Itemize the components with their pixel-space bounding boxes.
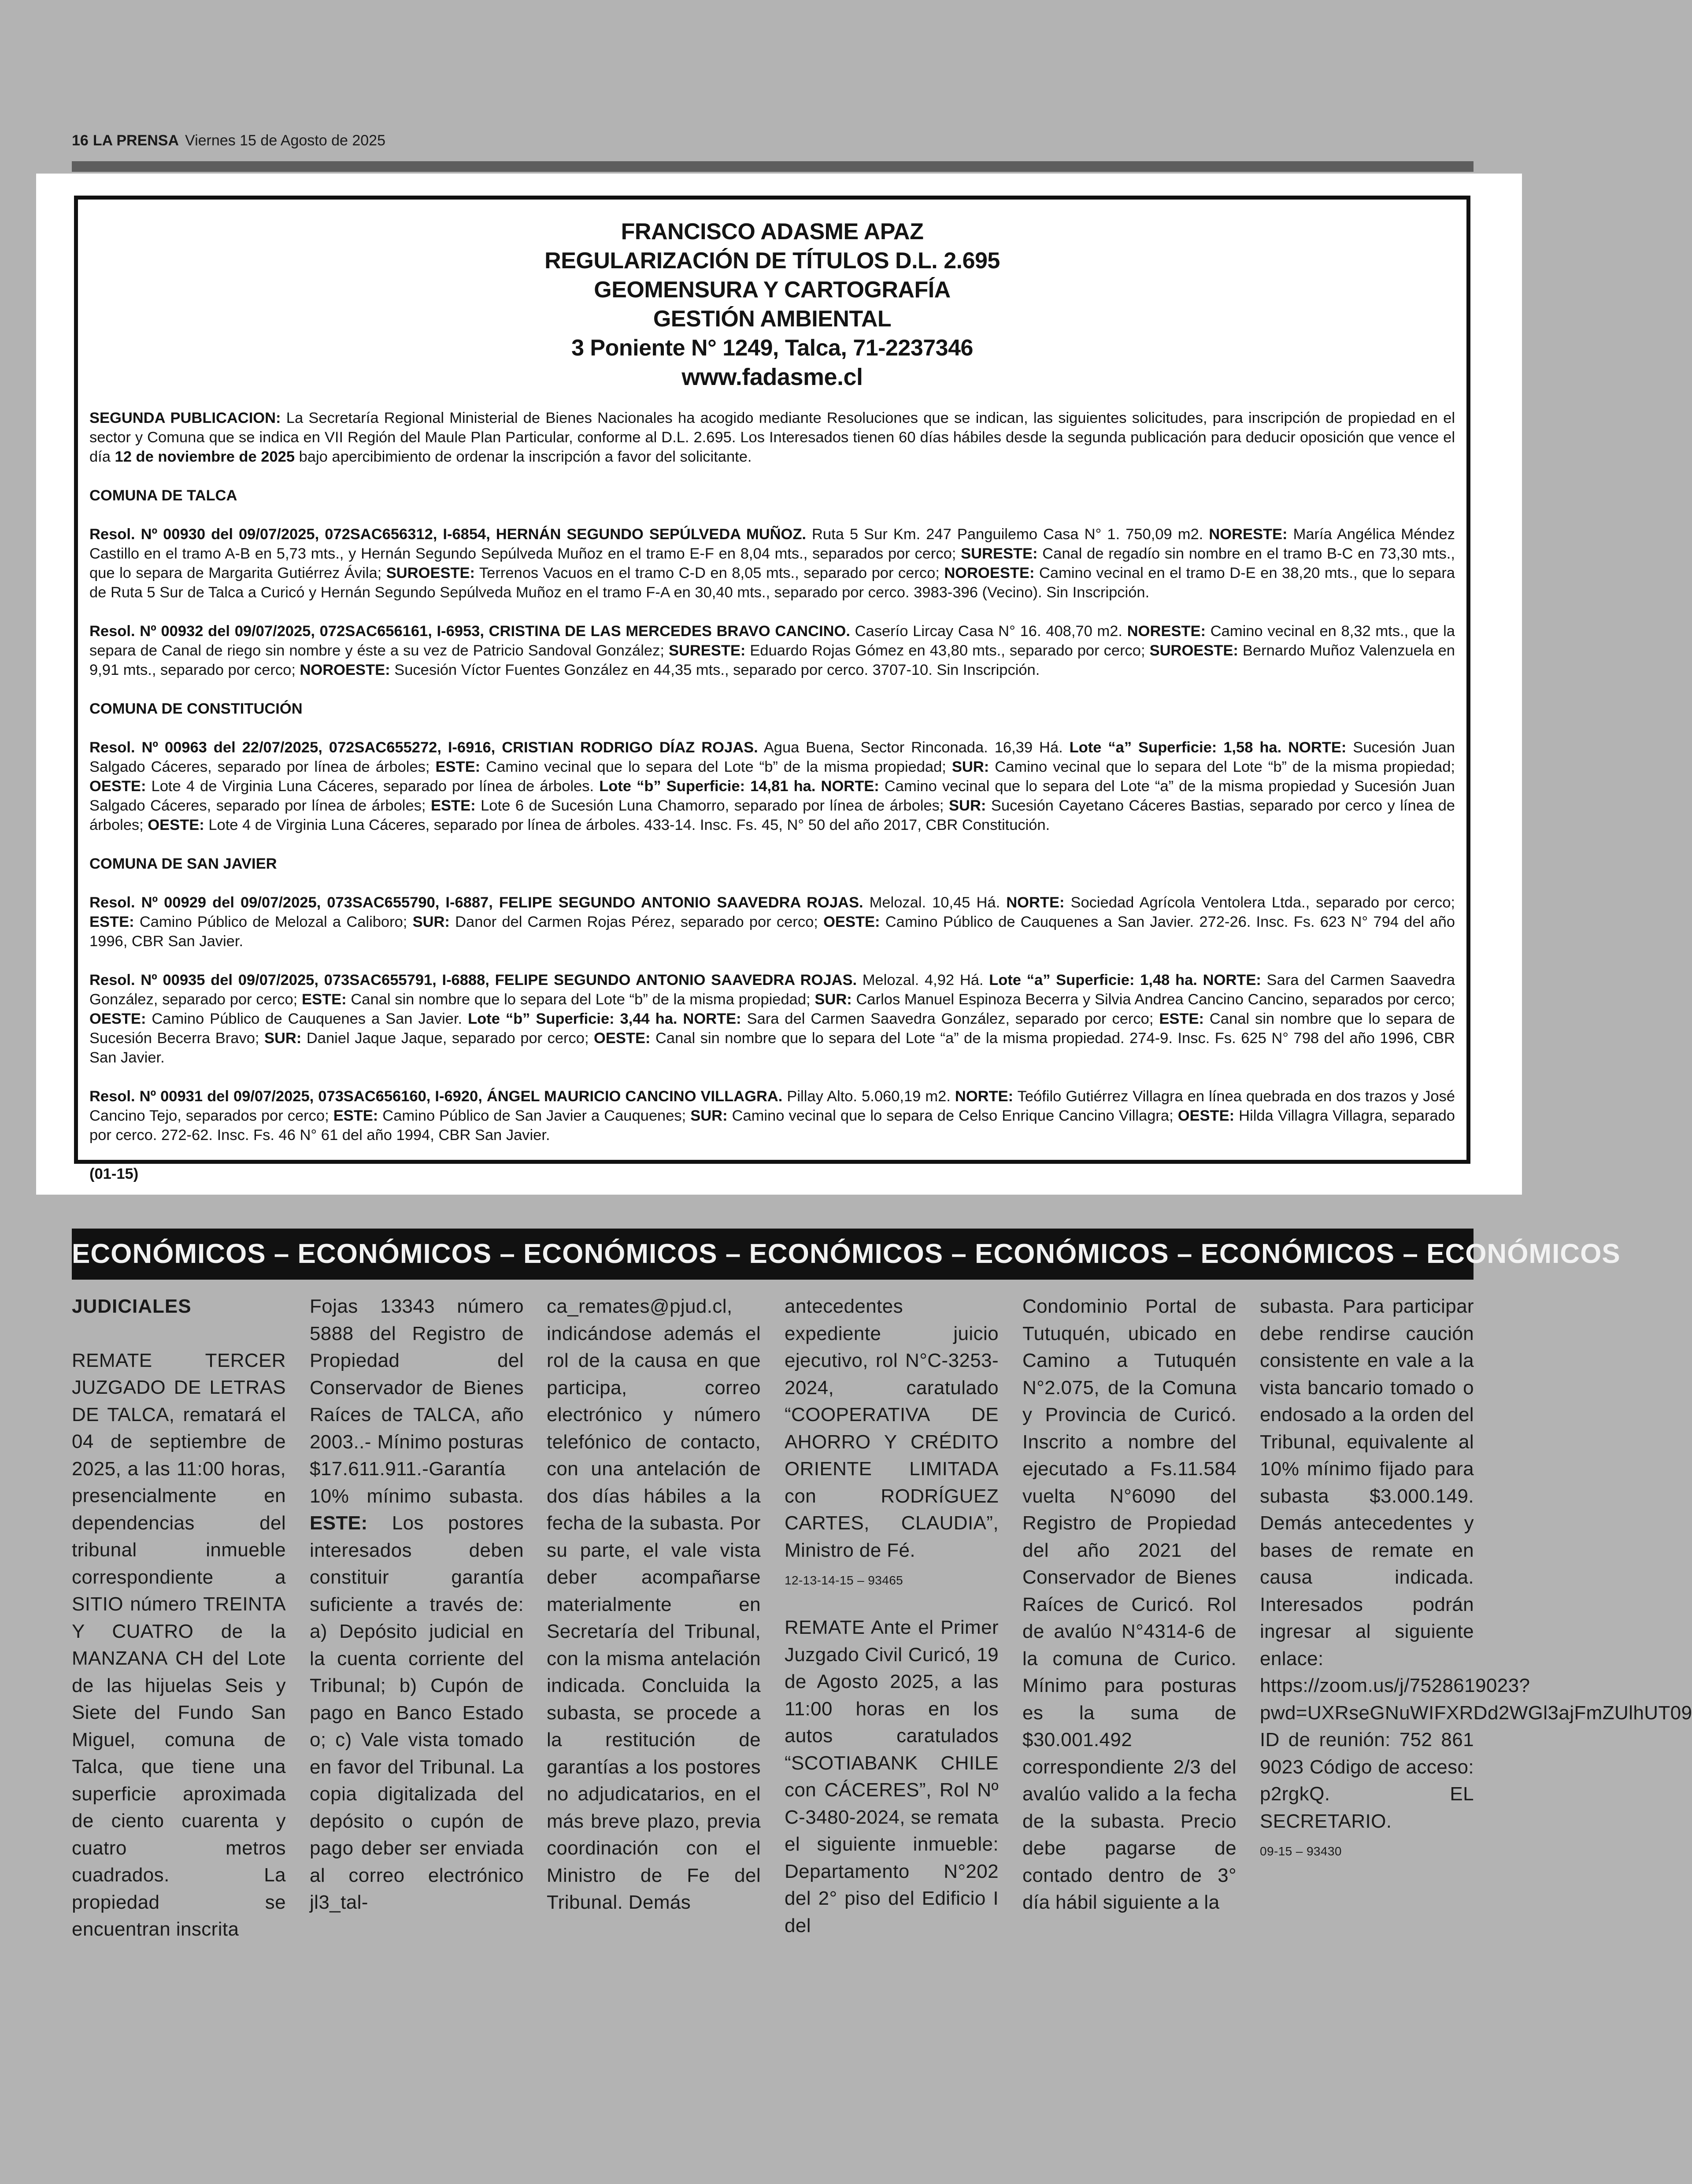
text: Camino vecinal que lo separa del Lote “b” de la misma propiedad; (480, 759, 952, 775)
intro-text: La Secretaría Regional Ministerial de Bienes Nacionales ha acogido mediante Resoluciones que se indican, las siguientes solicitudes, para inscripción de propiedad en el sector y Comuna que se indica en VII Región del Maule Plan Particular, conforme al D.L. 2.695. Los Interesados tienen 60 días hábiles desde la segunda publicación para deducir oposición que vence el día (89, 410, 1455, 465)
header-rule (72, 161, 1474, 172)
label: ESTE: (302, 991, 347, 1008)
label: SUR: (412, 914, 450, 930)
classified-column-3 (547, 1293, 761, 2095)
comuna-heading: COMUNA DE TALCA (89, 487, 237, 504)
text: Camino vecinal que lo separa del Lote “b” de la misma propiedad; (989, 759, 1455, 775)
section-heading: JUDICIALES (72, 1296, 192, 1317)
classified-text: ca_remates@pjud.cl, indicándose además el rol de la causa en que participa, correo electrónico y número telefónico de contacto, con una antelación de dos días hábiles a la fecha de la subasta. Por su parte, el vale vista deber acompañarse materialmente en Secretaría del Tribunal, con la misma antelación indicada. Concluida la subasta, se procede a la restitución de garantías a los postores no adjudicatarios, en el más breve plazo, previa coordinación con el Ministro de Fe del Tribunal. Demás (547, 1296, 761, 1913)
label: SUR: (952, 759, 989, 775)
label: Lote “b” Superficie: 3,44 ha. NORTE: (468, 1011, 741, 1027)
economicos-banner: ECONÓMICOS – ECONÓMICOS – ECONÓMICOS – ECONÓMICOS – ECONÓMICOS – ECONÓMICOS – ECONÓMICOS (72, 1229, 1474, 1280)
classified-text: antecedentes expediente juicio ejecutivo, rol N°C-3253-2024, caratulado “COOPERATIVA DE AHORRO Y CRÉDITO ORIENTE LIMITADA con RODRÍGUEZ CARTES, CLAUDIA”, Ministro de Fé. (785, 1296, 999, 1561)
text: Sucesión Juan Salgado Cáceres, separado por línea de árboles; (89, 739, 1455, 775)
text: Sociedad Agrícola Ventolera Ltda., separado por cerco; (1064, 894, 1455, 911)
text: Canal sin nombre que lo separa del Lote “a” de la misma propiedad. 274-9. Insc. Fs. 625 N° 798 del año 1996, CBR San Javier. (89, 1030, 1455, 1066)
intro-paragraph (89, 408, 1455, 466)
label: NOROESTE: (300, 662, 390, 678)
label: SUROESTE: (386, 565, 475, 581)
label: SUR: (815, 991, 852, 1008)
classified-text: Los postores interesados deben constituir garantía suficiente a través de: a) Depósito judicial en la cuenta corriente del Tribunal; b) Cupón de pago en Banco Estado o; c) Vale vista tomado en favor del Tribunal. La copia digitalizada del depósito o cupón de pago deber ser enviada al correo electrónico jl3_tal- (310, 1512, 524, 1913)
intro-label: SEGUNDA PUBLICACION: (89, 410, 281, 426)
text: María Angélica Méndez Castillo en el tramo A-B en 5,73 mts., y Hernán Segundo Sepúlveda Muñoz en el tramo E-F en 8,04 mts., separados por cerco; (89, 526, 1455, 562)
classified-column-4 (785, 1293, 999, 2095)
label: ESTE: (431, 797, 476, 814)
label: Lote “a” Superficie: 1,58 ha. NORTE: (1069, 739, 1347, 756)
text: Camino vecinal que lo separa del Lote “a” de la misma propiedad y Sucesión Juan Salgado Cáceres, separado por línea de árboles; (89, 778, 1455, 814)
label: SUR: (690, 1107, 728, 1124)
page-header (72, 132, 385, 149)
classified-text: REMATE Ante el Primer Juzgado Civil Curicó, 19 de Agosto 2025, a las 11:00 horas en los autos caratulados “SCOTIABANK CHILE con CÁCERES”, Rol Nº C-3480-2024, se remata el siguiente inmueble: Departamento N°202 del 2° piso del Edificio I del (785, 1617, 999, 1936)
legal-notice-panel (36, 174, 1522, 1195)
label: Lote “a” Superficie: 1,48 ha. NORTE: (989, 972, 1261, 988)
text: Ruta 5 Sur Km. 247 Panguilemo Casa N° 1. 750,09 m2. (806, 526, 1209, 543)
classified-column-1 (72, 1293, 286, 2095)
label: SUROESTE: (1149, 642, 1238, 659)
notice-body (89, 408, 1455, 1184)
resolution-entry (89, 738, 1455, 835)
text: Eduardo Rojas Gómez en 43,80 mts., separado por cerco; (745, 642, 1150, 659)
text: Camino Público de Cauquenes a San Javier. (146, 1011, 468, 1027)
label: SUR: (264, 1030, 302, 1047)
label: Lote “b” Superficie: 14,81 ha. NORTE: (599, 778, 879, 795)
intro-end: bajo apercibimiento de ordenar la inscripción a favor del solicitante. (295, 448, 752, 465)
resolution-entry (89, 525, 1455, 602)
classified-text: Fojas 13343 número 5888 del Registro de Propiedad del Conservador de Bienes Raíces de TALCA, año 2003..- Mínimo posturas $17.611.911.-Garantía 10% mínimo subasta. (310, 1296, 524, 1507)
resolution-head: Resol. Nº 00929 del 09/07/2025, 073SAC655790, I-6887, FELIPE SEGUNDO ANTONIO SAAVEDRA ROJAS. (89, 894, 863, 911)
label: SURESTE: (668, 642, 746, 659)
classified-reference: 12-13-14-15 – 93465 (785, 1573, 903, 1587)
text: Camino vecinal que lo separa de Celso Enrique Cancino Villagra; (727, 1107, 1178, 1124)
text: Pillay Alto. 5.060,19 m2. (782, 1088, 955, 1105)
resolution-head: Resol. Nº 00935 del 09/07/2025, 073SAC655791, I-6888, FELIPE SEGUNDO ANTONIO SAAVEDRA ROJAS. (89, 972, 857, 988)
label: SUR: (949, 797, 986, 814)
label: NOROESTE: (944, 565, 1035, 581)
classified-text: Condominio Portal de Tutuquén, ubicado en Camino a Tutuquén N°2.075, de la Comuna y Provincia de Curicó. Inscrito a nombre del ejecutado a Fs.11.584 vuelta N°6090 del Registro de Propiedad del año 2021 del Conservador de Bienes Raíces de Curicó. Rol de avalúo N°4314-6 de la comuna de Curico. Mínimo para posturas es la suma de $30.001.492 correspondiente 2/3 del avalúo valido a la fecha de la subasta. Precio debe pagarse de contado dentro de 3° día hábil siguiente a la (1022, 1296, 1237, 1913)
text: Terrenos Vacuos en el tramo C-D en 8,05 mts., separado por cerco; (475, 565, 944, 581)
text: Lote 6 de Sucesión Luna Chamorro, separado por línea de árboles; (475, 797, 949, 814)
label: ESTE: (333, 1107, 378, 1124)
label: ESTE: (1159, 1011, 1204, 1027)
firm-name: FRANCISCO ADASME APAZ (621, 219, 924, 244)
text: Teófilo Gutiérrez Villagra en línea quebrada en dos trazos y José Cancino Tejo, separados por cerco; (89, 1088, 1455, 1124)
text: Lote 4 de Virginia Luna Cáceres, separado por línea de árboles. 433-14. Insc. Fs. 45, N° 50 del año 2017, CBR Constitución. (204, 817, 1050, 833)
text: Sara del Carmen Saavedra González, separado por cerco; (741, 1011, 1159, 1027)
comuna-heading: COMUNA DE CONSTITUCIÓN (89, 700, 303, 717)
label: NORESTE: (1209, 526, 1288, 543)
label: OESTE: (89, 778, 146, 795)
classified-column-5 (1022, 1293, 1237, 2095)
firm-url: www.fadasme.cl (681, 364, 863, 390)
notice-code: (01-15) (89, 1166, 139, 1182)
classified-reference: 09-15 – 93430 (1260, 1844, 1342, 1858)
text: Camino vecinal en el tramo D-E en 38,20 mts., que lo separa de Ruta 5 Sur de Talca a Curicó y Hernán Segundo Sepúlveda Muñoz en el tramo F-A en 30,40 mts., separado por cerco. 3983-396 (Vecino). Sin Inscripción. (89, 565, 1455, 601)
resolution-entry (89, 1087, 1455, 1145)
text: Camino vecinal en 8,32 mts., que la separa de Canal de riego sin nombre y éste a su vez de Patricio Sandoval González; (89, 623, 1455, 659)
firm-service-3: GESTIÓN AMBIENTAL (653, 306, 892, 332)
page-number: 16 (72, 132, 89, 149)
firm-service-2: GEOMENSURA Y CARTOGRAFÍA (594, 277, 951, 303)
text: Hilda Villagra Villagra, separado por cerco. 272-62. Insc. Fs. 46 N° 61 del año 1994, CBR San Javier. (89, 1107, 1455, 1144)
resolution-entry (89, 622, 1455, 680)
classified-column-6 (1260, 1293, 1692, 2095)
text: Canal sin nombre que lo separa de Sucesión Becerra Bravo; (89, 1011, 1455, 1047)
label: OESTE: (594, 1030, 651, 1047)
classified-column-2 (310, 1293, 524, 2095)
issue-date: Viernes 15 de Agosto de 2025 (185, 132, 385, 149)
label: OESTE: (89, 1011, 146, 1027)
text: Caserío Lircay Casa N° 16. 408,70 m2. (850, 623, 1127, 640)
classified-text: REMATE TERCER JUZGADO DE LETRAS DE TALCA, rematará el 04 de septiembre de 2025, a las 11:00 horas, presencialmente en dependencias del tribunal inmueble correspondiente a SITIO número TREINTA Y CUATRO de la MANZANA CH del Lote de las hijuelas Seis y Siete del Fundo San Miguel, comuna de Talca, que tiene una superficie aproximada de ciento cuarenta y cuatro metros cuadrados. La propiedad se encuentran inscrita (72, 1349, 286, 1940)
label: NORESTE: (1127, 623, 1206, 640)
text: Carlos Manuel Espinoza Becerra y Silvia Andrea Cancino Cancino, separados por cerco; (852, 991, 1455, 1008)
text: Camino Público de Cauquenes a San Javier. 272-26. Insc. Fs. 623 N° 794 del año 1996, CBR San Javier. (89, 914, 1455, 950)
firm-heading (89, 217, 1455, 392)
firm-address: 3 Poniente N° 1249, Talca, 71-2237346 (571, 335, 973, 361)
text: Sucesión Cayetano Cáceres Bastias, separado por cerco y línea de árboles; (89, 797, 1455, 833)
intro-deadline: 12 de noviembre de 2025 (115, 448, 295, 465)
text: Camino Público de San Javier a Cauquenes; (378, 1107, 691, 1124)
text: Sara del Carmen Saavedra González, separado por cerco; (89, 972, 1455, 1008)
resolution-head: Resol. Nº 00931 del 09/07/2025, 073SAC656160, I-6920, ÁNGEL MAURICIO CANCINO VILLAGRA. (89, 1088, 783, 1105)
label: ESTE: (89, 914, 134, 930)
label: OESTE: (1177, 1107, 1235, 1124)
text: Daniel Jaque Jaque, separado por cerco; (301, 1030, 594, 1047)
label: NORTE: (1006, 894, 1065, 911)
text: Melozal. 10,45 Há. (863, 894, 1007, 911)
resolution-head: Resol. Nº 00930 del 09/07/2025, 072SAC656312, I-6854, HERNÁN SEGUNDO SEPÚLVEDA MUÑOZ. (89, 526, 807, 543)
resolution-head: Resol. Nº 00963 del 22/07/2025, 072SAC655272, I-6916, CRISTIAN RODRIGO DÍAZ ROJAS. (89, 739, 758, 756)
comuna-heading: COMUNA DE SAN JAVIER (89, 855, 277, 872)
resolution-head: Resol. Nº 00932 del 09/07/2025, 072SAC656161, I-6953, CRISTINA DE LAS MERCEDES BRAVO CANCINO. (89, 623, 850, 640)
text: Camino Público de Melozal a Caliboro; (134, 914, 413, 930)
text: Lote 4 de Virginia Luna Cáceres, separado por línea de árboles. (146, 778, 600, 795)
label: OESTE: (823, 914, 880, 930)
classified-text: subasta. Para participar debe rendirse caución consistente en vale a la vista bancario tomado o endosado a la orden del Tribunal, equivalente al 10% mínimo fijado para subasta $3.000.149. Demás antecedentes y bases de remate en causa indicada. Interesados podrán ingresar al siguiente enlace: https://zoom.us/j/7528619023?pwd=UXRseGNuWIFXRDd2WGl3ajFmZUlhUT09 ID de reunión: 752 861 9023 Código de acceso: p2rgkQ. EL SECRETARIO. (1260, 1296, 1692, 1832)
text: Bernardo Muñoz Valenzuela en 9,91 mts., separado por cerco; (89, 642, 1455, 678)
text: Agua Buena, Sector Rinconada. 16,39 Há. (758, 739, 1070, 756)
label: ESTE: (435, 759, 481, 775)
text: Melozal. 4,92 Há. (857, 972, 989, 988)
firm-service-1: REGULARIZACIÓN DE TÍTULOS D.L. 2.695 (544, 248, 1000, 274)
resolution-entry (89, 893, 1455, 951)
text: Canal de regadío sin nombre en el tramo B-C en 73,30 mts., que lo separa de Margarita Gutiérrez Ávila; (89, 545, 1455, 581)
label: SURESTE: (961, 545, 1038, 562)
text: Danor del Carmen Rojas Pérez, separado por cerco; (449, 914, 824, 930)
classified-label: ESTE: (310, 1512, 368, 1534)
text: Sucesión Víctor Fuentes González en 44,35 mts., separado por cerco. 3707-10. Sin Inscripción. (390, 662, 1040, 678)
legal-notice-box (74, 196, 1470, 1182)
text: Canal sin nombre que lo separa del Lote “b” de la misma propiedad; (346, 991, 815, 1008)
resolution-entry (89, 970, 1455, 1067)
newspaper-name: LA PRENSA (93, 132, 179, 149)
label: OESTE: (148, 817, 204, 833)
label: NORTE: (955, 1088, 1014, 1105)
